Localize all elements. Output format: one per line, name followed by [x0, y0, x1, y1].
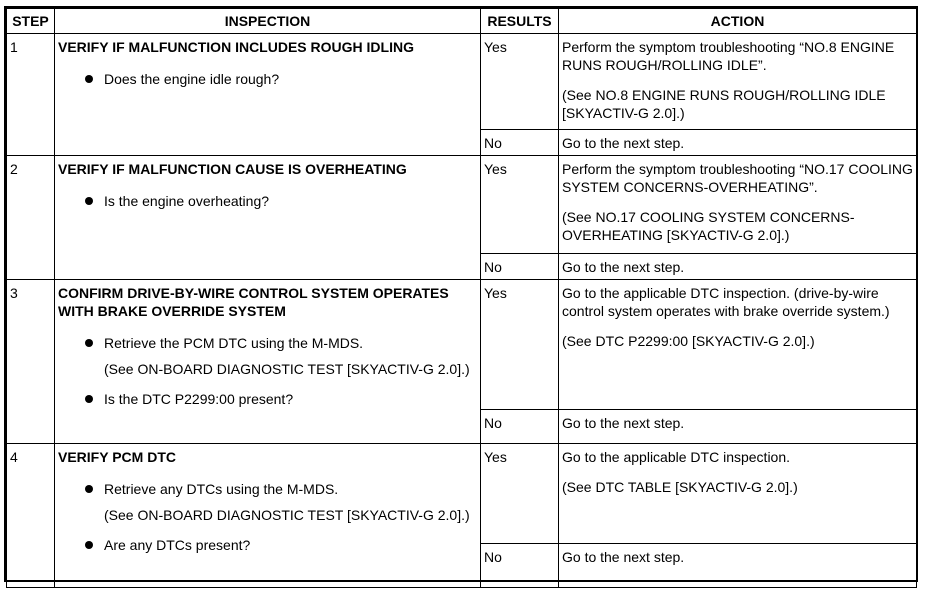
step-3-no-action: Go to the next step.: [562, 415, 685, 431]
step-2-no-action-cell: [559, 254, 917, 280]
header-results: RESULTS: [481, 9, 559, 34]
step-4-no-action: Go to the next step.: [562, 549, 685, 565]
step-2-no-action: Go to the next step.: [562, 259, 685, 275]
troubleshooting-table: [6, 8, 917, 588]
step-4-yes-reference[interactable]: (See DTC TABLE [SKYACTIV-G 2.0].): [562, 479, 798, 495]
step-2-yes-row: [7, 156, 917, 254]
step-1-yes-action-cell: [559, 34, 917, 130]
header-inspection: INSPECTION: [55, 9, 481, 34]
step-3-no-result: [481, 410, 559, 444]
step-1-yes-row: [7, 34, 917, 130]
step-2-yes-label: Yes: [484, 161, 507, 177]
step-2-yes-reference[interactable]: (See NO.17 COOLING SYSTEM CONCERNS-OVERHEATING [SKYACTIV-G 2.0].): [562, 209, 855, 243]
step-3-reference-note[interactable]: (See ON-BOARD DIAGNOSTIC TEST [SKYACTIV-G 2.0].): [104, 361, 470, 377]
step-3-bullet-1: Retrieve the PCM DTC using the M-MDS.: [58, 334, 478, 352]
step-4-yes-label: Yes: [484, 449, 507, 465]
step-4-title: VERIFY PCM DTC: [58, 449, 176, 465]
step-2-number-cell: [7, 156, 55, 280]
header-row: [7, 9, 917, 34]
step-3-yes-action: Go to the applicable DTC inspection. (drive-by-wire control system operates with brake override system.): [562, 285, 890, 319]
step-1-title: VERIFY IF MALFUNCTION INCLUDES ROUGH IDLING: [58, 39, 414, 55]
step-3-no-action-cell: [559, 410, 917, 444]
step-4-number-cell: [7, 444, 55, 588]
step-2-no-result: [481, 254, 559, 280]
step-3-yes-result: [481, 280, 559, 410]
step-1-no-result: [481, 130, 559, 156]
step-1-no-label: No: [484, 135, 502, 151]
step-2-yes-result: [481, 156, 559, 254]
step-1-yes-reference[interactable]: (See NO.8 ENGINE RUNS ROUGH/ROLLING IDLE [SKYACTIV-G 2.0].): [562, 87, 886, 121]
step-4-yes-action-cell: [559, 444, 917, 544]
step-4-number: 4: [10, 449, 18, 465]
step-2-yes-action-cell: [559, 156, 917, 254]
step-4-bullet-2: Are any DTCs present?: [58, 536, 478, 554]
step-2-inspection-cell: [55, 156, 481, 280]
step-3-bullet-2: Is the DTC P2299:00 present?: [58, 390, 478, 408]
step-1-number-cell: [7, 34, 55, 156]
step-1-no-action-cell: [559, 130, 917, 156]
step-3-yes-label: Yes: [484, 285, 507, 301]
step-3-yes-reference[interactable]: (See DTC P2299:00 [SKYACTIV-G 2.0].): [562, 333, 815, 349]
header-action: ACTION: [559, 9, 917, 34]
step-4-yes-result: [481, 444, 559, 544]
step-4-no-action-cell: [559, 544, 917, 588]
step-4-no-label: No: [484, 549, 502, 565]
step-1-number: 1: [10, 39, 18, 55]
step-4-bullet-1: Retrieve any DTCs using the M-MDS.: [58, 480, 478, 498]
step-1-yes-label: Yes: [484, 39, 507, 55]
step-3-inspection-cell: [55, 280, 481, 444]
step-3-no-label: No: [484, 415, 502, 431]
step-3-number-cell: [7, 280, 55, 444]
step-4-inspection-cell: [55, 444, 481, 588]
step-2-no-label: No: [484, 259, 502, 275]
step-2-number: 2: [10, 161, 18, 177]
step-1-bullet-1: Does the engine idle rough?: [58, 70, 478, 88]
step-2-yes-action: Perform the symptom troubleshooting “NO.17 COOLING SYSTEM CONCERNS-OVERHEATING”.: [562, 161, 913, 195]
step-4-reference-note[interactable]: (See ON-BOARD DIAGNOSTIC TEST [SKYACTIV-G 2.0].): [104, 507, 470, 523]
step-4-yes-action: Go to the applicable DTC inspection.: [562, 449, 791, 465]
step-3-yes-row: [7, 280, 917, 410]
step-2-title: VERIFY IF MALFUNCTION CAUSE IS OVERHEATING: [58, 161, 407, 177]
step-1-yes-action: Perform the symptom troubleshooting “NO.8 ENGINE RUNS ROUGH/ROLLING IDLE”.: [562, 39, 895, 73]
header-step: STEP: [7, 9, 55, 34]
step-1-inspection-cell: [55, 34, 481, 156]
step-2-bullet-1: Is the engine overheating?: [58, 192, 478, 210]
step-3-number: 3: [10, 285, 18, 301]
step-3-yes-action-cell: [559, 280, 917, 410]
step-4-yes-row: [7, 444, 917, 544]
step-1-no-action: Go to the next step.: [562, 135, 685, 151]
troubleshooting-table-frame: [4, 6, 918, 582]
step-4-no-result: [481, 544, 559, 588]
step-1-yes-result: [481, 34, 559, 130]
step-3-title: CONFIRM DRIVE-BY-WIRE CONTROL SYSTEM OPERATES WITH BRAKE OVERRIDE SYSTEM: [58, 285, 449, 319]
